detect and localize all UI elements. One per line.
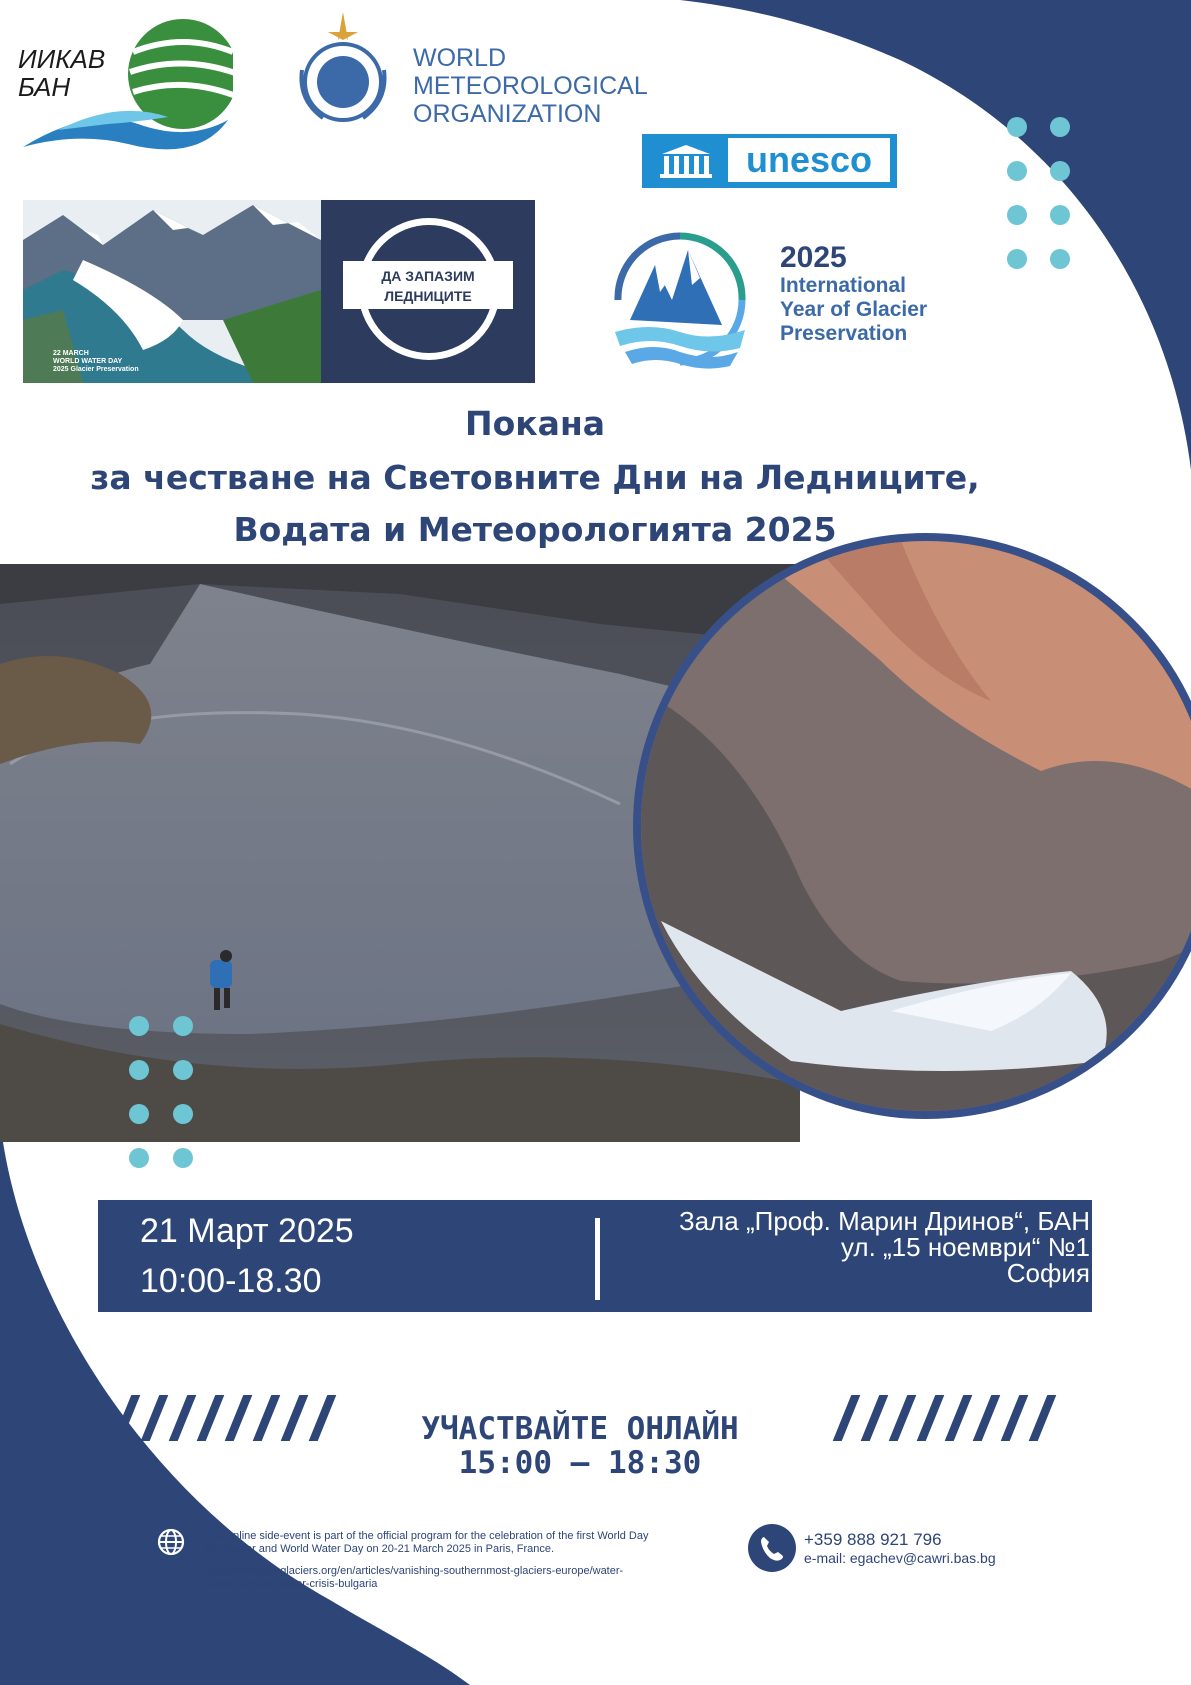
venue-city: София: [1006, 1258, 1090, 1288]
iikav-logo: [18, 12, 233, 157]
water-day-theme: 2025 Glacier Preservation: [53, 366, 139, 373]
event-date: 21 Март 2025: [140, 1212, 354, 1250]
wmo-name-line-2: METEOROLOGICAL: [413, 72, 648, 100]
contact-phone[interactable]: +359 888 921 796: [804, 1530, 942, 1549]
world-water-day-illustration: [23, 200, 321, 383]
iygp-logo: [610, 230, 930, 375]
venue-address: ул. „15 ноември“ №1: [840, 1232, 1090, 1262]
glacier-emblem-icon: [610, 230, 750, 375]
slash-decoration-left: [122, 1395, 346, 1443]
online-label: УЧАСТВАЙТЕ ОНЛАЙН: [421, 1411, 739, 1447]
save-glaciers-badge: [321, 200, 535, 383]
wmo-logo: [288, 10, 648, 130]
wmo-name-line-3: ORGANIZATION: [413, 100, 602, 128]
water-day-date: 22 MARCH: [53, 350, 89, 357]
footer-link-line-2[interactable]: resources-and-water-crisis-bulgaria: [205, 1578, 378, 1590]
save-glaciers-line-2: ЛЕДНИЦИТЕ: [384, 288, 472, 304]
unesco-logo: [642, 134, 897, 188]
iygp-line-2: Year of Glacier: [780, 298, 928, 321]
invitation-subtitle-line-1: за честване на Световните Дни на Ледниците,: [90, 458, 980, 497]
iikav-logo-text-1: ИИКАВ: [18, 44, 106, 74]
globe-icon: [150, 1521, 192, 1563]
event-info-banner: [98, 1200, 1092, 1312]
online-time: 15:00 – 18:30: [458, 1445, 702, 1481]
iygp-line-1: International: [780, 274, 907, 297]
event-time: 10:00-18.30: [140, 1262, 322, 1300]
wmo-emblem-icon: [288, 10, 398, 128]
iikav-logo-text-2: БАН: [18, 72, 71, 102]
glacier-cliff-photo: [633, 533, 1191, 1119]
contact-email[interactable]: e-mail: egachev@cawri.bas.bg: [804, 1550, 996, 1566]
temple-icon: [660, 144, 712, 178]
footer-link-line-1[interactable]: https://www.un-glaciers.org/en/articles/vanishing-southernmost-glaciers-europe/water-: [205, 1565, 624, 1577]
unesco-wordmark: unesco: [745, 139, 873, 180]
iygp-year: 2025: [780, 241, 847, 274]
footer-note-line-1: The online side-event is part of the official program for the celebration of the first World Day: [205, 1530, 649, 1542]
iygp-line-3: Preservation: [780, 322, 908, 345]
save-glaciers-line-1: ДА ЗАПАЗИМ: [381, 268, 475, 284]
phone-icon: [748, 1524, 796, 1572]
banner-divider: [595, 1218, 600, 1300]
invitation-subtitle-line-2: Водата и Метеорологията 2025: [233, 510, 837, 549]
water-day-name: WORLD WATER DAY: [53, 358, 123, 365]
slash-decoration-right: [842, 1395, 1066, 1443]
wmo-name-line-1: WORLD: [413, 44, 507, 72]
invitation-heading: Покана: [464, 404, 606, 443]
footer-note-line-2: for Glacier and World Water Day on 20-21 March 2025 in Paris, France.: [205, 1543, 555, 1555]
venue-hall: Зала „Проф. Марин Дринов“, БАН: [678, 1206, 1090, 1236]
